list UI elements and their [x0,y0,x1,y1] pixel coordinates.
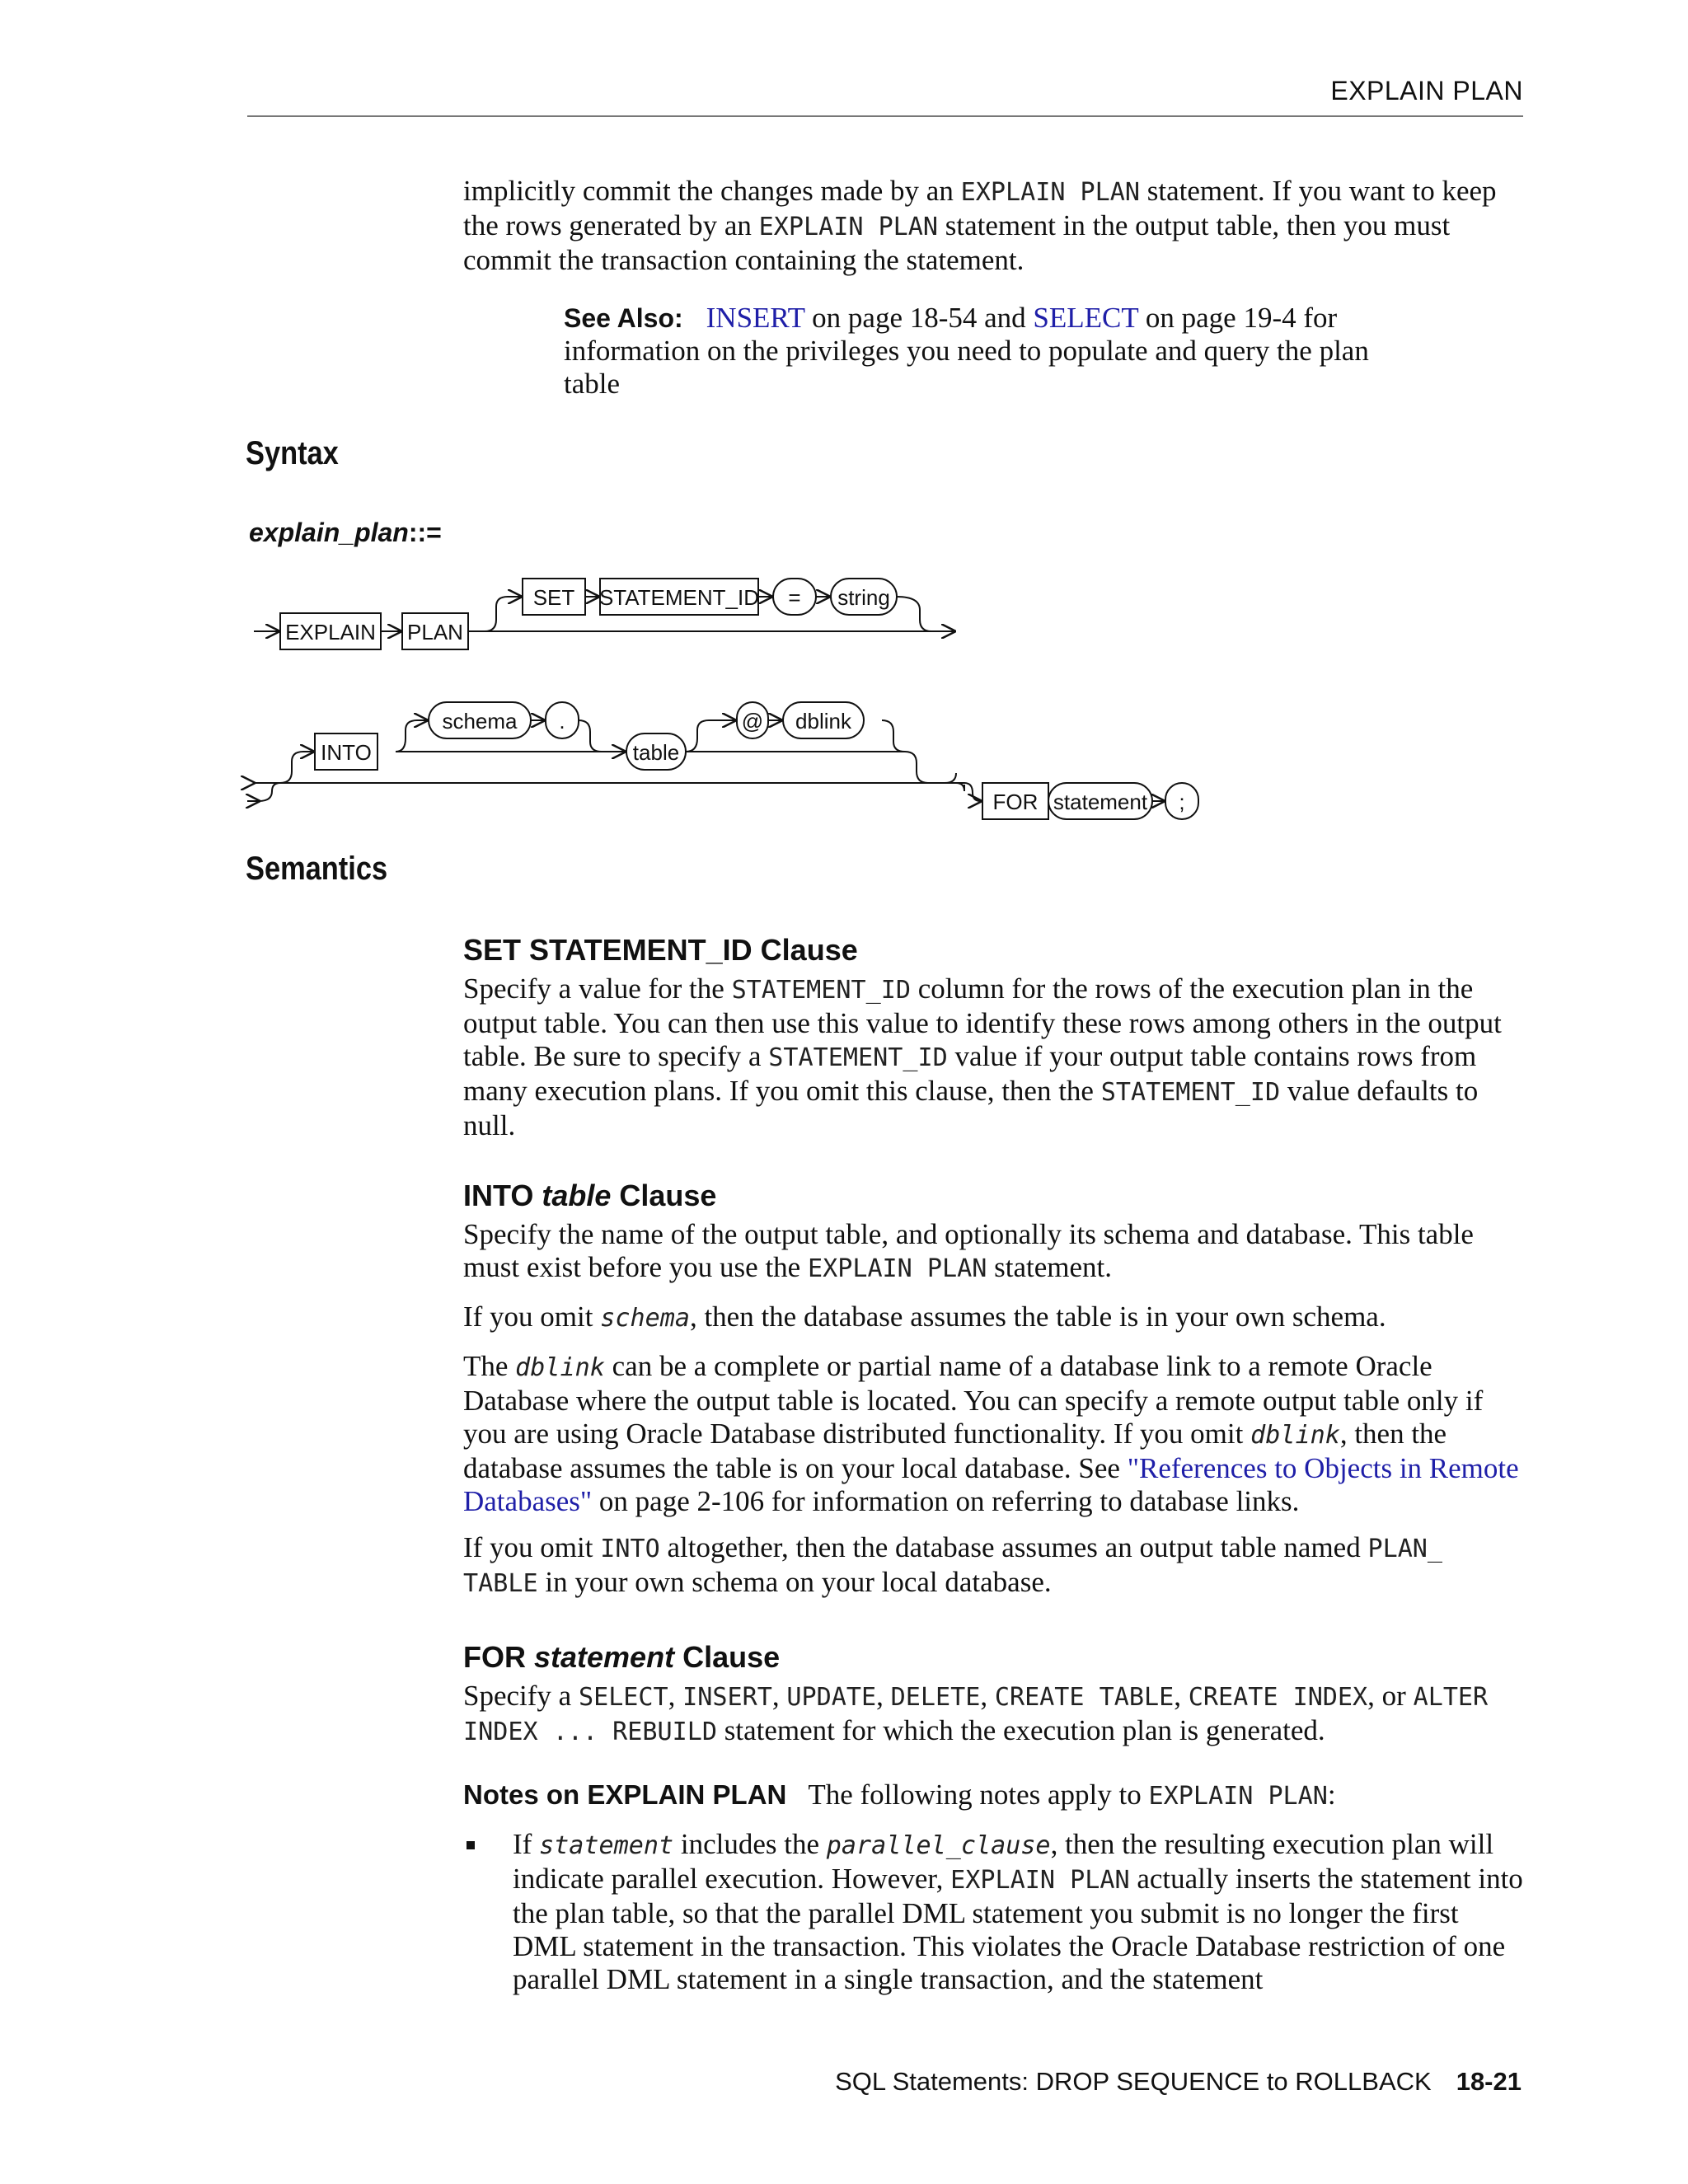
into-paragraph-1: Specify the name of the output table, and optionally its schema and database. This table must exist before you use the EXPLAIN PLAN statement. [463,1218,1474,1283]
diagram-eq: = [788,585,801,610]
diagram-dot: . [559,709,565,733]
diagram-statement-id: STATEMENT_ID [598,585,760,610]
diagram-semicolon: ; [1179,790,1185,814]
page-number: 18-21 [1456,2067,1522,2096]
see-also-label: See Also: [564,303,683,333]
set-clause-paragraph: Specify a value for the STATEMENT_ID column for the rows of the execution plan in the output table. You can then use this value to identify these rows among others in the output table. Be sure to specify a STATEMENT_ID value if your output table contains rows from many execution plans. If you omit this clause, then the STATEMENT_ID value defaults to null. [463,972,1502,1141]
diagram-set: SET [532,585,575,610]
diagram-statement: statement [1053,790,1148,814]
running-header: EXPLAIN PLAN [1330,76,1523,105]
into-paragraph-3: The dblink can be a complete or partial name of a database link to a remote Oracle Database where the output table is located. You can specify a remote output table only if you are using Oracle Database distributed functionality. If you omit dblink, then the database assumes the table is on your local database. See "References to Objects in Remote Databases" on page 2-106 for information on referring to database links. [463,1350,1519,1517]
semantics-heading: Semantics [246,851,388,887]
remote-databases-link[interactable]: "References to Objects in Remote Databases" [463,1452,1519,1517]
diagram-for: FOR [992,790,1039,814]
diagram-into: INTO [321,740,372,765]
insert-link[interactable]: INSERT [706,302,805,334]
into-clause-heading: INTO table Clause [463,1179,717,1212]
diagram-table: table [632,740,680,765]
notes-bullet-item: If statement includes the parallel_clause, then the resulting execution plan will indicate parallel execution. However, EXPLAIN PLAN actually inserts the statement into the plan table, so that the parallel DML statement you submit is no longer the first DML statement in the transaction. This violates the Oracle Database restriction of one parallel DML statement in a single transaction, and the statement [513,1828,1523,1995]
set-clause-heading: SET STATEMENT_ID Clause [463,933,858,967]
diagram-at: @ [741,709,764,733]
notes-label: Notes on EXPLAIN PLAN [463,1779,787,1810]
syntax-diagram [239,569,1228,824]
select-link[interactable]: SELECT [1033,302,1139,334]
for-clause-paragraph: Specify a SELECT, INSERT, UPDATE, DELETE, CREATE TABLE, CREATE INDEX, or ALTER INDEX ... REBUILD statement for which the execution plan is generated. [463,1680,1489,1746]
diagram-dblink: dblink [795,709,851,733]
header-rule [247,115,1523,117]
bullet-marker [467,1841,475,1849]
diagram-plan: PLAN [407,620,463,644]
diagram-explain: EXPLAIN [285,620,376,644]
see-also-note: See Also: INSERT on page 18-54 and SELECT on page 19-4 for information on the privileges you need to populate and query the plan table [564,302,1369,400]
syntax-heading: Syntax [246,435,339,471]
for-clause-heading: FOR statement Clause [463,1640,781,1674]
page-footer [835,2067,1522,2097]
intro-paragraph: implicitly commit the changes made by an EXPLAIN PLAN statement. If you want to keep the rows generated by an EXPLAIN PLAN statement in the output table, then you must commit the transaction containing the statement. [463,175,1497,276]
into-paragraph-4: If you omit INTO altogether, then the database assumes an output table named PLAN_ TABLE in your own schema on your local database. [463,1531,1443,1598]
diagram-schema: schema [442,709,518,733]
grammar-label: explain_plan::= [249,518,442,547]
notes-paragraph: Notes on EXPLAIN PLAN The following notes apply to EXPLAIN PLAN: [463,1779,1336,1811]
footer-title: SQL Statements: DROP SEQUENCE to ROLLBACK [835,2067,1432,2096]
diagram-string: string [837,585,890,610]
into-paragraph-2: If you omit schema, then the database assumes the table is in your own schema. [463,1301,1386,1333]
